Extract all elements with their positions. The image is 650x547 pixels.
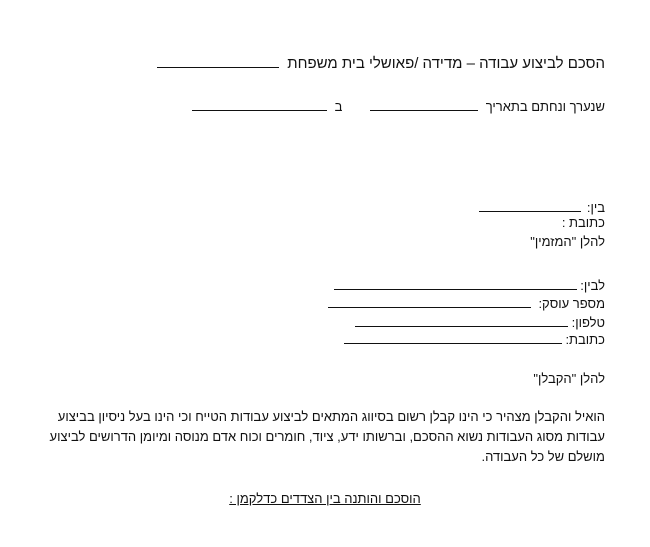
signed-on-label: שנערך ונחתם בתאריך <box>485 99 605 114</box>
dealer-number-blank <box>328 295 531 308</box>
party-b-dealer-line <box>328 295 605 312</box>
place-blank <box>192 98 327 111</box>
party-b-hereinafter <box>533 371 605 387</box>
party-b-address-line <box>344 331 605 348</box>
party-a-address-label: כתובת : <box>561 215 605 230</box>
party-a-address-line <box>562 215 605 231</box>
whereas-paragraph: הואיל והקבלן מצהיר כי הינו קבלן רשום בסיווג המתאים לביצוע עבודות הטייח וכי הינו בעל ניסיון בביצוע עבודות מסוג העבודות נשוא ההסכם, וברשותו ידע, ציוד, חומרים וכוח אדם מנוסה ומיומן הדרושים לביצוע מושלם של כל העבודה. <box>49 409 605 464</box>
in-label: ב <box>334 99 343 114</box>
agreed-heading <box>0 491 650 507</box>
phone-blank <box>355 314 568 327</box>
phone-label: טלפון: <box>571 315 605 330</box>
party-a-hereinafter <box>530 234 605 250</box>
party-b-phone-line <box>355 314 605 331</box>
party-b-name-blank <box>334 277 577 290</box>
between-label: בין: <box>586 200 605 215</box>
document-title <box>157 54 605 73</box>
party-b-address-label: כתובת: <box>565 332 605 347</box>
date-blank <box>370 98 478 111</box>
dealer-number-label: מספר עוסק: <box>538 296 605 311</box>
party-b-between-line <box>334 277 605 294</box>
title-text: הסכם לביצוע עבודה – מדידה /פאושלי בית משפחת <box>287 55 605 72</box>
party-b-address-blank <box>344 331 562 344</box>
hereinafter-contractor: להלן "הקבלן" <box>533 371 605 386</box>
party-a-between-line <box>479 199 605 216</box>
family-name-blank <box>157 54 279 68</box>
date-line <box>192 98 605 115</box>
and-between-label: לבין: <box>580 278 605 293</box>
party-a-name-blank <box>479 199 581 212</box>
agreed-heading-text: הוסכם והותנה בין הצדדים כדלקמן : <box>229 491 421 506</box>
hereinafter-orderer: להלן "המזמין" <box>530 234 605 249</box>
